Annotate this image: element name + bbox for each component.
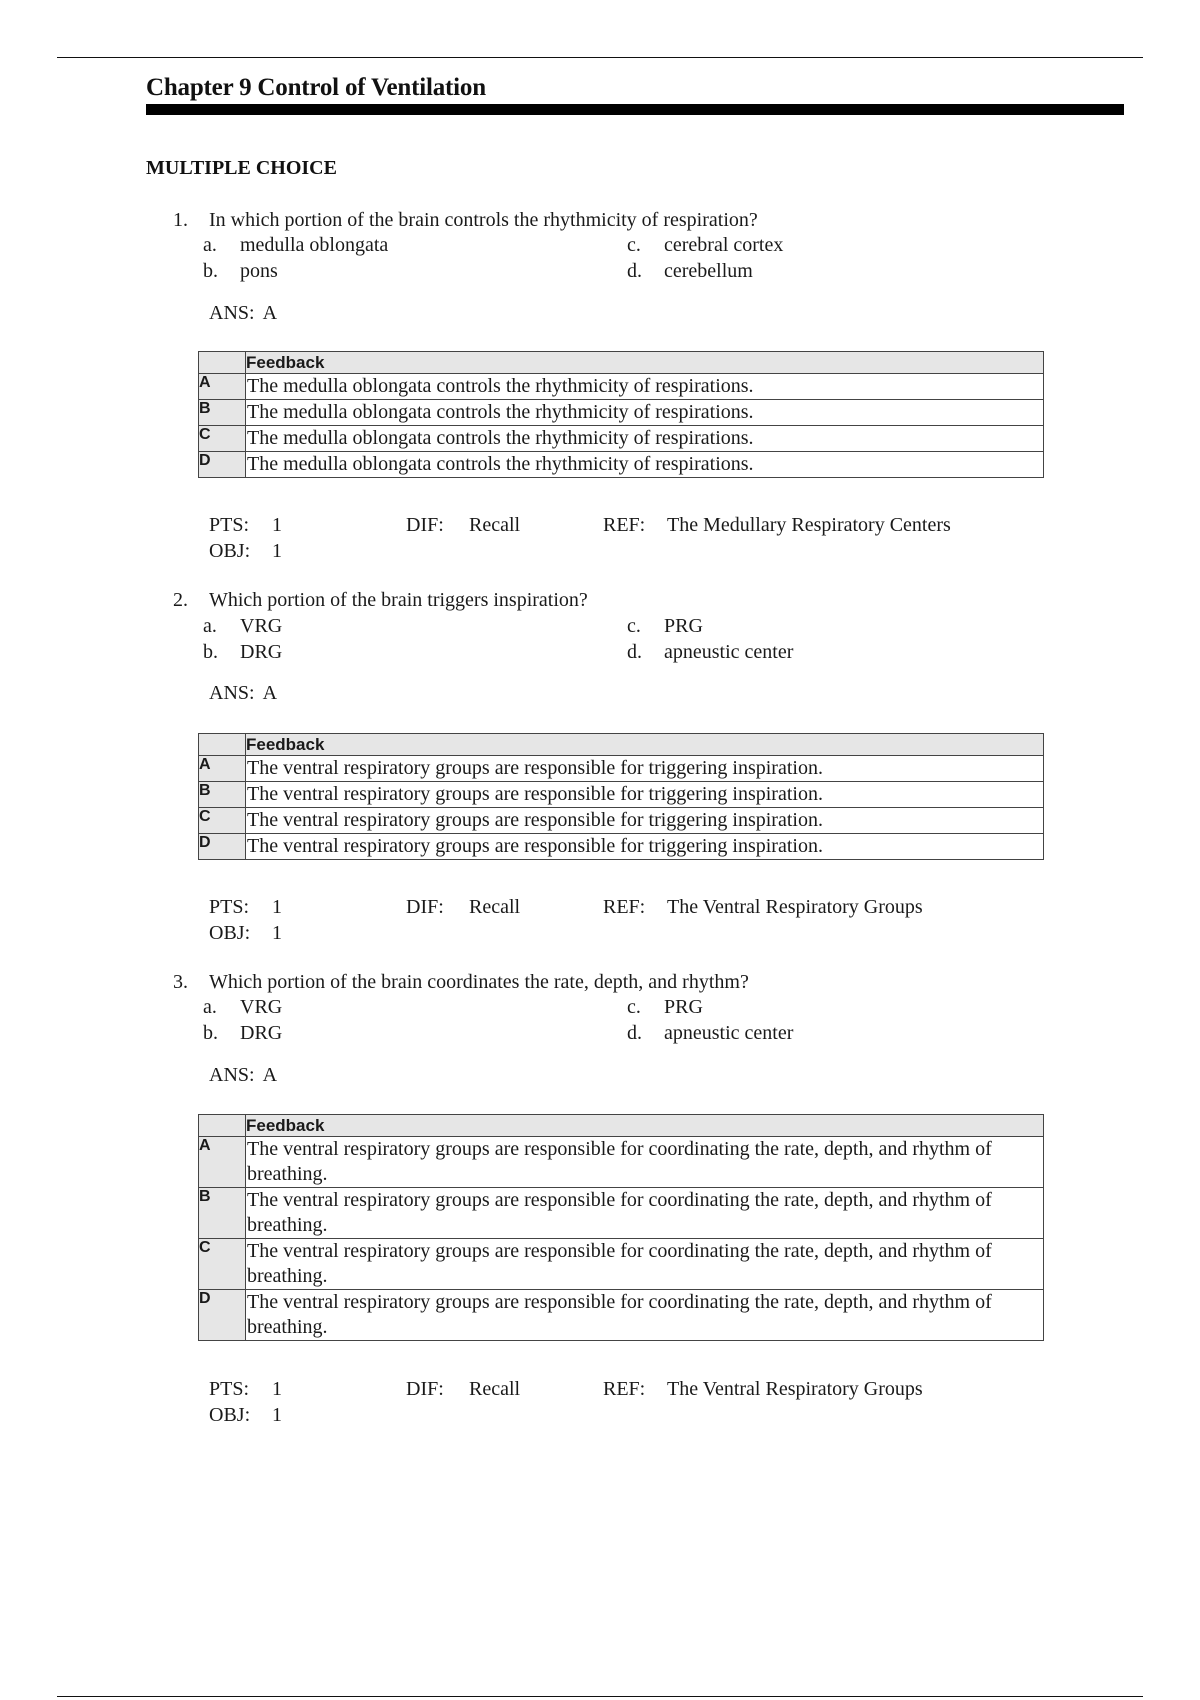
option-text: pons (240, 260, 278, 282)
table-row (199, 834, 1044, 860)
dif-value: Recall (469, 514, 521, 536)
option-text: DRG (240, 1022, 283, 1044)
pts-value: 1 (272, 514, 282, 536)
option-text: PRG (664, 615, 703, 637)
top-rule (57, 57, 1143, 58)
option-c (627, 615, 703, 638)
feedback-corner (199, 352, 246, 374)
feedback-text: The medulla oblongata controls the rhythmicity of respirations. (246, 374, 1044, 400)
feedback-key: A (199, 374, 246, 400)
feedback-key: B (199, 400, 246, 426)
ref-value: The Ventral Respiratory Groups (667, 1378, 923, 1400)
option-text: apneustic center (664, 641, 794, 663)
question-stem (173, 589, 588, 612)
obj-value: 1 (272, 922, 282, 944)
table-row (199, 374, 1044, 400)
feedback-key: D (199, 1290, 246, 1341)
pts-label: PTS: (209, 1378, 250, 1400)
option-a (203, 996, 282, 1019)
obj-field (209, 922, 282, 945)
question-stem (173, 971, 749, 994)
feedback-header: Feedback (246, 734, 1044, 756)
question-number: 1. (173, 209, 188, 231)
obj-value: 1 (272, 1404, 282, 1426)
answer-line (209, 682, 277, 705)
answer-line (209, 1064, 277, 1087)
ref-label: REF: (603, 514, 646, 536)
option-letter: c. (627, 996, 641, 1018)
question-text: Which portion of the brain triggers inspiration? (209, 589, 588, 611)
table-row (199, 808, 1044, 834)
pts-field (209, 896, 282, 919)
option-d (627, 641, 793, 664)
option-letter: c. (627, 234, 641, 256)
pts-value: 1 (272, 1378, 282, 1400)
option-c (627, 234, 783, 257)
answer-line (209, 302, 277, 325)
dif-field (406, 1378, 520, 1401)
option-letter: b. (203, 1022, 218, 1044)
dif-field (406, 514, 520, 537)
option-b (203, 641, 282, 664)
option-letter: d. (627, 1022, 642, 1044)
table-row (199, 400, 1044, 426)
question-text: Which portion of the brain coordinates the rate, depth, and rhythm? (209, 971, 749, 993)
dif-field (406, 896, 520, 919)
feedback-key: C (199, 1239, 246, 1290)
feedback-text: The ventral respiratory groups are responsible for coordinating the rate, depth, and rhythm of breathing. (246, 1188, 1044, 1239)
option-c (627, 996, 703, 1019)
question-number: 2. (173, 589, 188, 611)
option-text: DRG (240, 641, 283, 663)
feedback-text: The ventral respiratory groups are responsible for triggering inspiration. (246, 756, 1044, 782)
obj-field (209, 1404, 282, 1427)
question-stem (173, 209, 758, 232)
obj-label: OBJ: (209, 540, 251, 562)
feedback-key: C (199, 808, 246, 834)
answer-value: A (262, 302, 278, 324)
pts-value: 1 (272, 896, 282, 918)
table-row (199, 782, 1044, 808)
feedback-corner (199, 734, 246, 756)
option-text: cerebellum (664, 260, 753, 282)
obj-field (209, 540, 282, 563)
feedback-key: D (199, 834, 246, 860)
answer-label: ANS: (209, 682, 255, 704)
pts-field (209, 1378, 282, 1401)
obj-label: OBJ: (209, 1404, 251, 1426)
table-row (199, 426, 1044, 452)
option-text: VRG (240, 996, 283, 1018)
feedback-key: D (199, 452, 246, 478)
feedback-text: The ventral respiratory groups are responsible for coordinating the rate, depth, and rhythm of breathing. (246, 1137, 1044, 1188)
dif-label: DIF: (406, 514, 444, 536)
ref-field (603, 514, 951, 537)
option-b (203, 1022, 282, 1045)
option-letter: b. (203, 260, 218, 282)
feedback-text: The ventral respiratory groups are responsible for coordinating the rate, depth, and rhythm of breathing. (246, 1239, 1044, 1290)
option-d (627, 1022, 793, 1045)
question-text: In which portion of the brain controls the rhythmicity of respiration? (209, 209, 758, 231)
feedback-key: A (199, 756, 246, 782)
dif-label: DIF: (406, 1378, 444, 1400)
pts-label: PTS: (209, 514, 250, 536)
feedback-table-2 (198, 733, 1044, 860)
option-a (203, 234, 388, 257)
option-letter: d. (627, 260, 642, 282)
option-text: PRG (664, 996, 703, 1018)
table-row (199, 452, 1044, 478)
table-row (199, 1188, 1044, 1239)
option-text: apneustic center (664, 1022, 794, 1044)
feedback-text: The ventral respiratory groups are responsible for triggering inspiration. (246, 782, 1044, 808)
option-letter: a. (203, 996, 217, 1018)
ref-field (603, 1378, 923, 1401)
feedback-text: The ventral respiratory groups are responsible for coordinating the rate, depth, and rhythm of breathing. (246, 1290, 1044, 1341)
obj-label: OBJ: (209, 922, 251, 944)
answer-label: ANS: (209, 302, 255, 324)
option-letter: a. (203, 234, 217, 256)
ref-value: The Ventral Respiratory Groups (667, 896, 923, 918)
dif-label: DIF: (406, 896, 444, 918)
option-b (203, 260, 278, 283)
feedback-header: Feedback (246, 1115, 1044, 1137)
answer-value: A (262, 1064, 278, 1086)
option-text: medulla oblongata (240, 234, 389, 256)
feedback-text: The ventral respiratory groups are responsible for triggering inspiration. (246, 808, 1044, 834)
feedback-header: Feedback (246, 352, 1044, 374)
ref-field (603, 896, 923, 919)
dif-value: Recall (469, 1378, 521, 1400)
section-title: MULTIPLE CHOICE (146, 157, 337, 179)
option-d (627, 260, 753, 283)
feedback-text: The ventral respiratory groups are responsible for triggering inspiration. (246, 834, 1044, 860)
ref-label: REF: (603, 896, 646, 918)
pts-field (209, 514, 282, 537)
table-row (199, 1239, 1044, 1290)
option-text: VRG (240, 615, 283, 637)
pts-label: PTS: (209, 896, 250, 918)
dif-value: Recall (469, 896, 521, 918)
answer-label: ANS: (209, 1064, 255, 1086)
feedback-key: B (199, 1188, 246, 1239)
option-letter: a. (203, 615, 217, 637)
feedback-corner (199, 1115, 246, 1137)
feedback-key: C (199, 426, 246, 452)
table-row (199, 756, 1044, 782)
question-number: 3. (173, 971, 188, 993)
answer-value: A (262, 682, 278, 704)
feedback-key: B (199, 782, 246, 808)
table-row (199, 1137, 1044, 1188)
feedback-key: A (199, 1137, 246, 1188)
title-underline-bar (146, 104, 1124, 115)
option-text: cerebral cortex (664, 234, 784, 256)
option-a (203, 615, 282, 638)
ref-value: The Medullary Respiratory Centers (667, 514, 951, 536)
option-letter: c. (627, 615, 641, 637)
page-title: Chapter 9 Control of Ventilation (146, 74, 486, 101)
feedback-table-3 (198, 1114, 1044, 1341)
option-letter: d. (627, 641, 642, 663)
obj-value: 1 (272, 540, 282, 562)
ref-label: REF: (603, 1378, 646, 1400)
feedback-text: The medulla oblongata controls the rhythmicity of respirations. (246, 452, 1044, 478)
table-row (199, 1290, 1044, 1341)
option-letter: b. (203, 641, 218, 663)
bottom-rule (57, 1696, 1143, 1697)
feedback-text: The medulla oblongata controls the rhythmicity of respirations. (246, 400, 1044, 426)
feedback-table-1 (198, 351, 1044, 478)
feedback-text: The medulla oblongata controls the rhythmicity of respirations. (246, 426, 1044, 452)
